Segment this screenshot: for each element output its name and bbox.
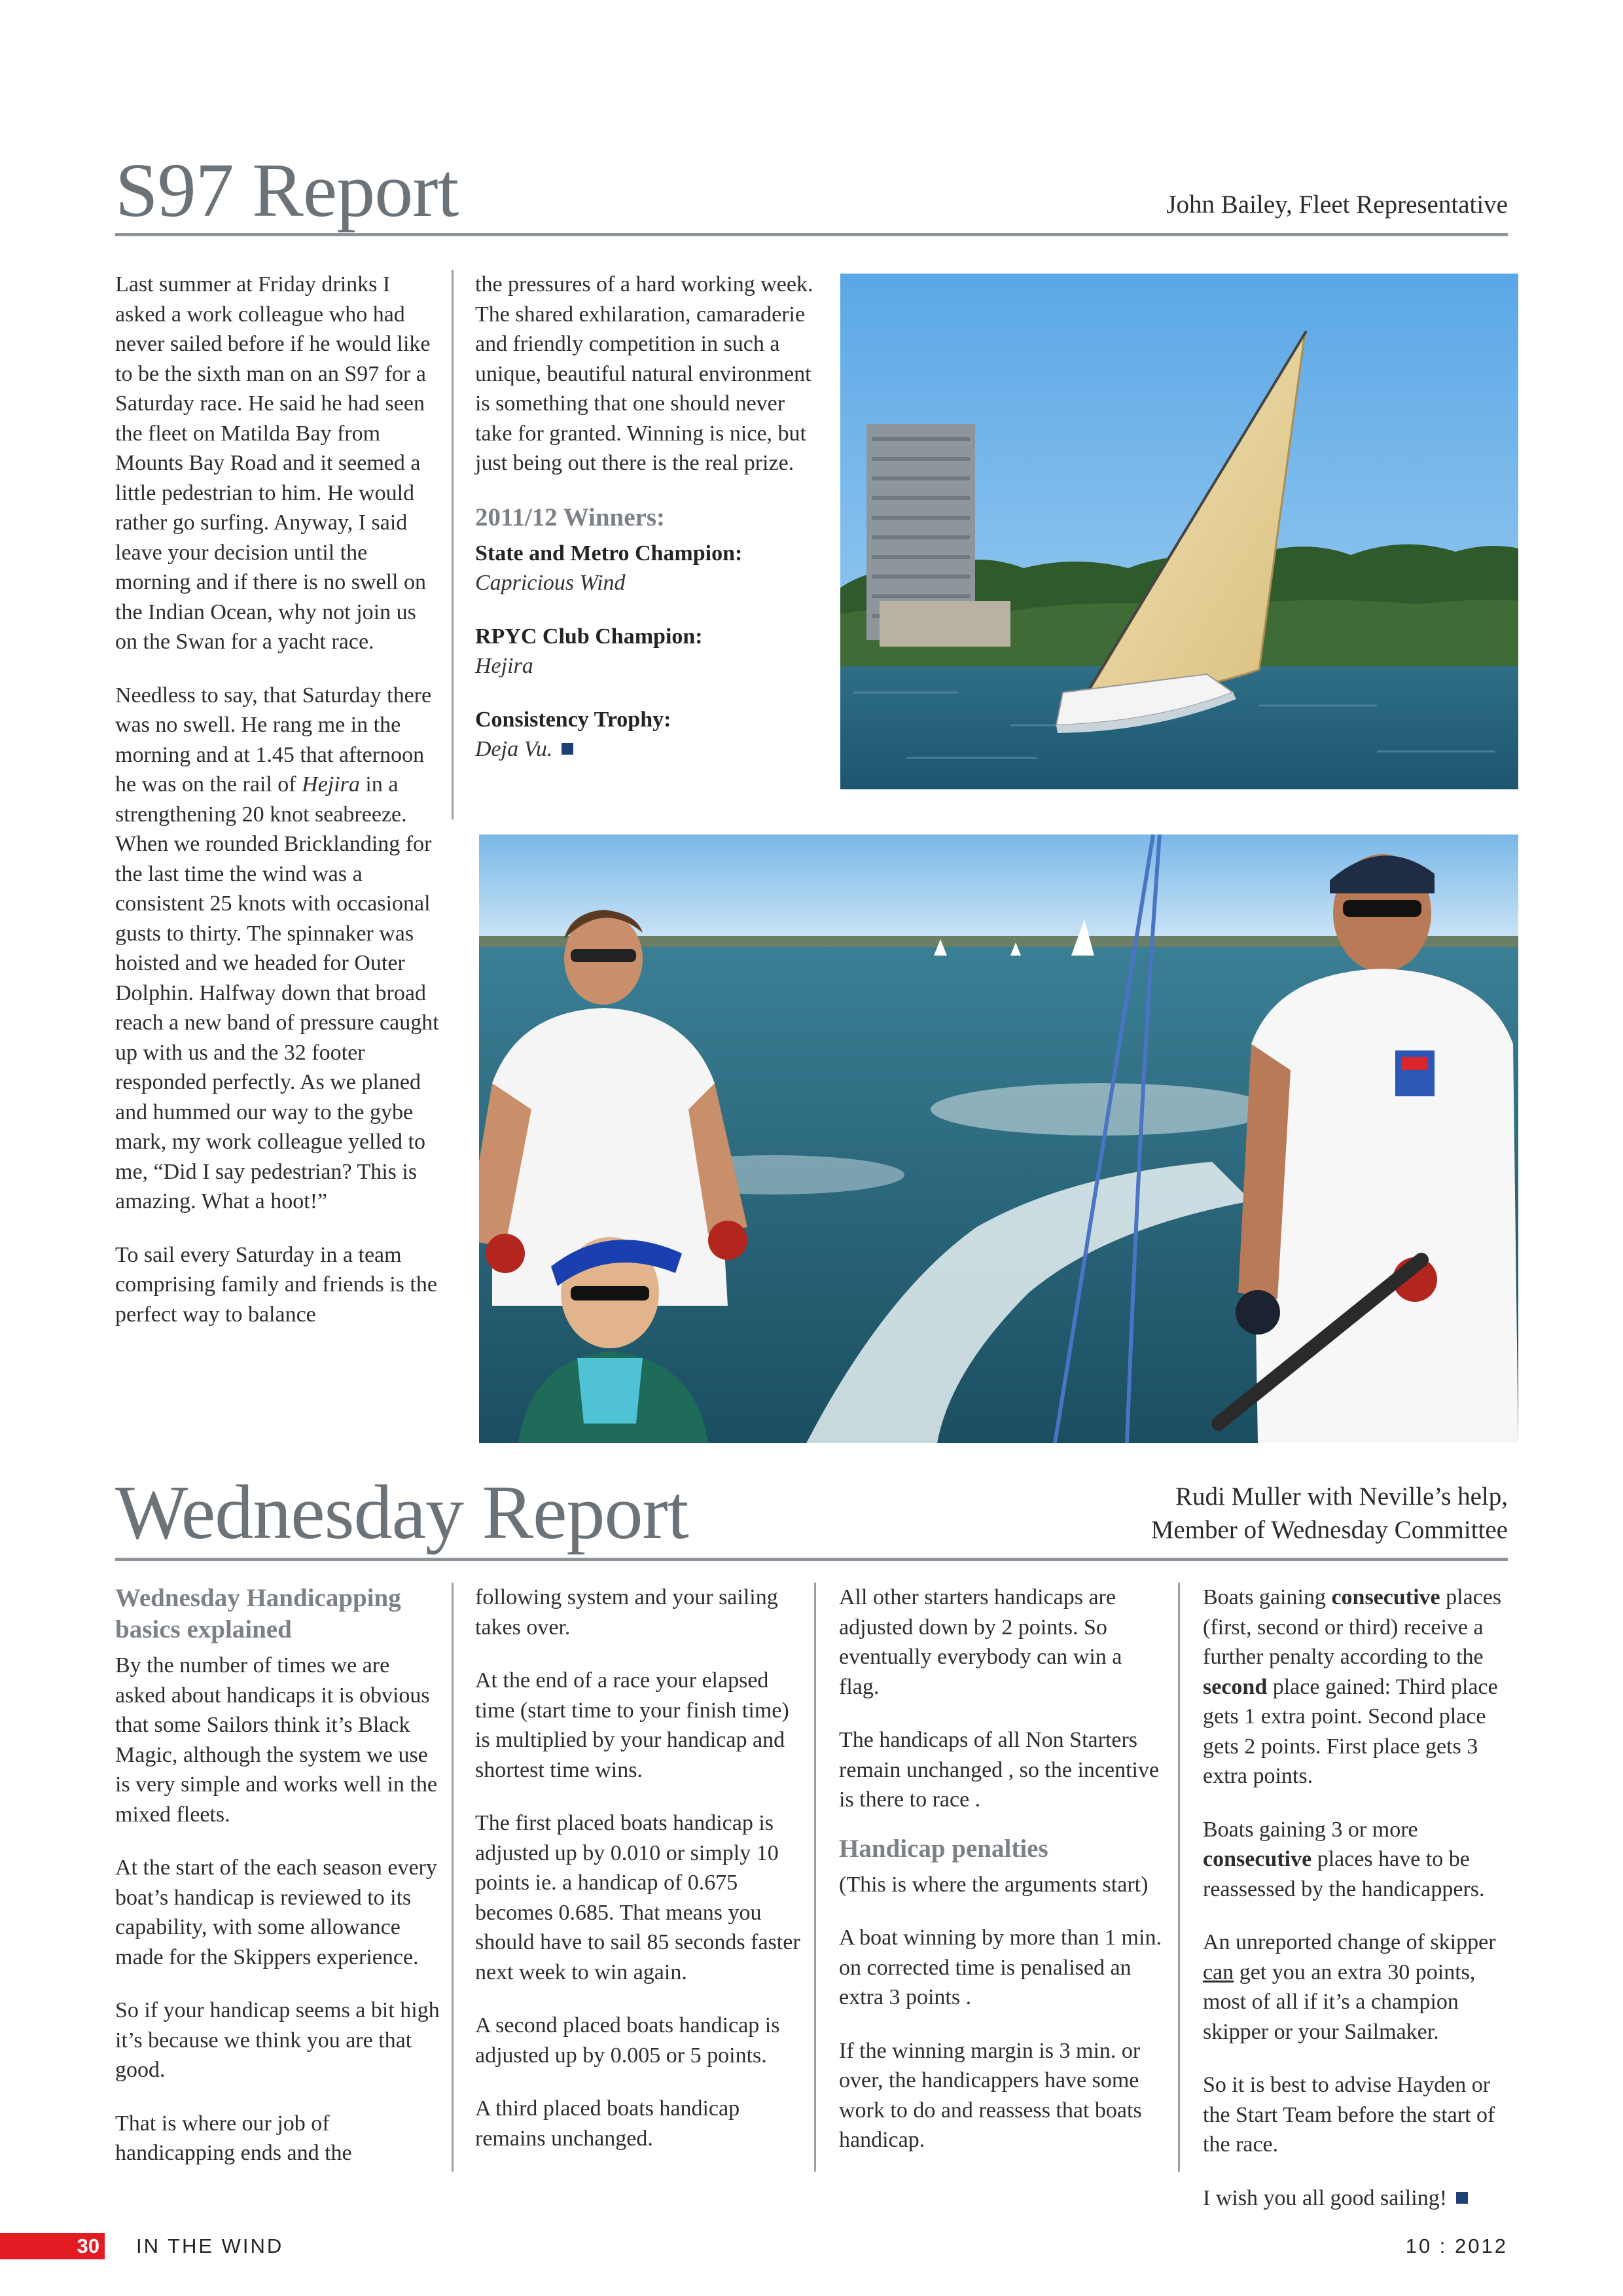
wednesday-paragraph-11: The handicaps of all Non Starters remain unchanged , so the incentive is there to race . xyxy=(839,1728,1160,1812)
wednesday-column-3 xyxy=(839,1583,1166,2179)
wednesday-paragraph-19: I wish you all good sailing! xyxy=(1203,2183,1517,2214)
award-1-label: State and Metro Champion: xyxy=(475,541,743,565)
wednesday-paragraph-6: At the end of a race your elapsed time (start time to your finish time) is multiplied by your handicap and shortest time wins. xyxy=(475,1668,789,1782)
wednesday-divider-3 xyxy=(1178,1583,1180,2172)
wednesday-paragraph-13: A boat winning by more than 1 min. on corrected time is penalised an extra 3 points . xyxy=(839,1926,1162,2009)
wednesday-column-2 xyxy=(475,1583,809,2177)
yacht-sailing-photo xyxy=(840,274,1518,789)
handicap-penalties-heading: Handicap penalties xyxy=(839,1834,1048,1863)
s97-column-1 xyxy=(115,270,442,1353)
wednesday-paragraph-18: So it is best to advise Hayden or the Start Team before the start of the race. xyxy=(1203,2073,1495,2157)
wednesday-paragraph-14: If the winning margin is 3 min. or over, the handicappers have some work to do and reassess that boats handicap. xyxy=(839,2038,1142,2152)
boat-name-hejira: Hejira xyxy=(302,772,360,797)
award-3-label: Consistency Trophy: xyxy=(475,707,671,732)
page-number-tab xyxy=(0,2233,105,2259)
s97-paragraph-4: the pressures of a hard working week. The shared exhilaration, camaraderie and friendly competition in such a unique, beautiful natural environment is something that one should never take for granted. Winning is nice, but just being out there is the real prize. xyxy=(475,272,813,475)
end-of-article-square xyxy=(562,743,573,755)
wednesday-paragraph-2: At the start of the each season every boat’s handicap is reviewed to its capability, with some allowance made for the Skippers experience. xyxy=(115,1856,437,1969)
award-2 xyxy=(475,622,815,681)
crew-on-boat-photo xyxy=(479,834,1518,1443)
wednesday-divider-2 xyxy=(814,1583,816,2172)
wednesday-paragraph-3: So if your handicap seems a bit high it’s because we think you are that good. xyxy=(115,1998,440,2082)
winners-heading: 2011/12 Winners: xyxy=(475,503,666,531)
wednesday-byline-line-1: Rudi Muller with Neville’s help, xyxy=(1175,1482,1508,1511)
wednesday-divider-1 xyxy=(452,1583,454,2172)
s97-paragraph-3: To sail every Saturday in a team comprising family and friends is the perfect way to balance xyxy=(115,1242,437,1327)
wednesday-report-title: Wednesday Report xyxy=(115,1469,688,1555)
s97-title-rule xyxy=(115,233,1508,236)
wednesday-paragraph-7: The first placed boats handicap is adjusted up by 0.010 or simply 10 points ie. a handicap of 0.675 becomes 0.685. That means you should have to sail 85 seconds faster next week to win again. xyxy=(475,1811,800,1984)
wednesday-title-rule xyxy=(115,1558,1508,1561)
wednesday-paragraph-10: All other starters handicaps are adjusted down by 2 points. So eventually everybody can win a flag. xyxy=(839,1585,1122,1699)
award-3-name: Deja Vu. xyxy=(475,737,553,761)
wednesday-byline xyxy=(1151,1480,1508,1547)
magazine-name: IN THE WIND xyxy=(136,2234,284,2257)
wednesday-paragraph-16: Boats gaining 3 or more consecutive places have to be reassessed by the handicappers. xyxy=(1203,1817,1485,1901)
wednesday-byline-line-2: Member of Wednesday Committee xyxy=(1150,1515,1508,1544)
s97-byline: John Bailey, Fleet Representative xyxy=(1166,190,1508,219)
wednesday-column-1 xyxy=(115,1583,442,2192)
s97-column-divider xyxy=(452,270,454,819)
s97-paragraph-2: Needless to say, that Saturday there was no swell. He rang me in the morning and at 1.45 that afternoon he was on the rail of Hejira in a strengthening 20 knot seabreeze. When we rounded Bricklanding for the last time the wind was a consistent 25 knots with occasional gusts to thirty. The spinnaker was hoisted and we headed for Outer Dolphin. Halfway down that broad reach a new band of pressure caught up with us and the 32 footer responded perfectly. As we planed and hummed our way to the gybe mark, my work colleague yelled to me, “Did I say pedestrian? This is amazing. What a hoot!” xyxy=(115,683,439,1213)
handicapping-basics-heading: Wednesday Handicapping basics explained xyxy=(115,1584,401,1643)
wednesday-paragraph-9: A third placed boats handicap remains unchanged. xyxy=(475,2096,740,2151)
award-1 xyxy=(475,539,815,598)
wednesday-paragraph-1: By the number of times we are asked about handicaps it is obvious that some Sailors think it’s Black Magic, although the system we use is very simple and works well in the mixed fleets. xyxy=(115,1653,437,1827)
s97-paragraph-1: Last summer at Friday drinks I asked a work colleague who had never sailed before if he would like to be the sixth man on an S97 for a Saturday race. He said he had seen the fleet on Matilda Bay from Mounts Bay Road and it seemed a little pedestrian to him. He would rather go surfing. Anyway, I said leave your decision until the morning and if there is no swell on the Indian Ocean, why not join us on the Swan for a yacht race. xyxy=(115,272,431,654)
s97-column-2 xyxy=(475,270,815,767)
end-of-article-square xyxy=(1456,2192,1468,2204)
award-2-label: RPYC Club Champion: xyxy=(475,624,703,649)
wednesday-paragraph-15: Boats gaining consecutive places (first, second or third) receive a further penalty according to the second place gained: Third place gets 1 extra point. Second place gets 2 points. First place gets 3 extra points. xyxy=(1203,1585,1502,1788)
page-number: 30 xyxy=(77,2234,99,2257)
award-2-name: Hejira xyxy=(475,654,533,678)
award-1-name: Capricious Wind xyxy=(475,571,626,595)
award-3 xyxy=(475,705,815,764)
wednesday-paragraph-8: A second placed boats handicap is adjusted up by 0.005 or 5 points. xyxy=(475,2013,780,2068)
wednesday-paragraph-4: That is where our job of handicapping ends and the xyxy=(115,2111,352,2165)
wednesday-column-4 xyxy=(1203,1583,1517,2236)
issue-date: 10 : 2012 xyxy=(1405,2234,1508,2257)
wednesday-paragraph-17: An unreported change of skipper can get you an extra 30 points, most of all if it’s a champion skipper or your Sailmaker. xyxy=(1203,1930,1496,2044)
s97-report-title: S97 Report xyxy=(115,147,459,233)
wednesday-paragraph-12: (This is where the arguments start) xyxy=(839,1872,1149,1897)
wednesday-paragraph-5: following system and your sailing takes over. xyxy=(475,1585,778,1640)
